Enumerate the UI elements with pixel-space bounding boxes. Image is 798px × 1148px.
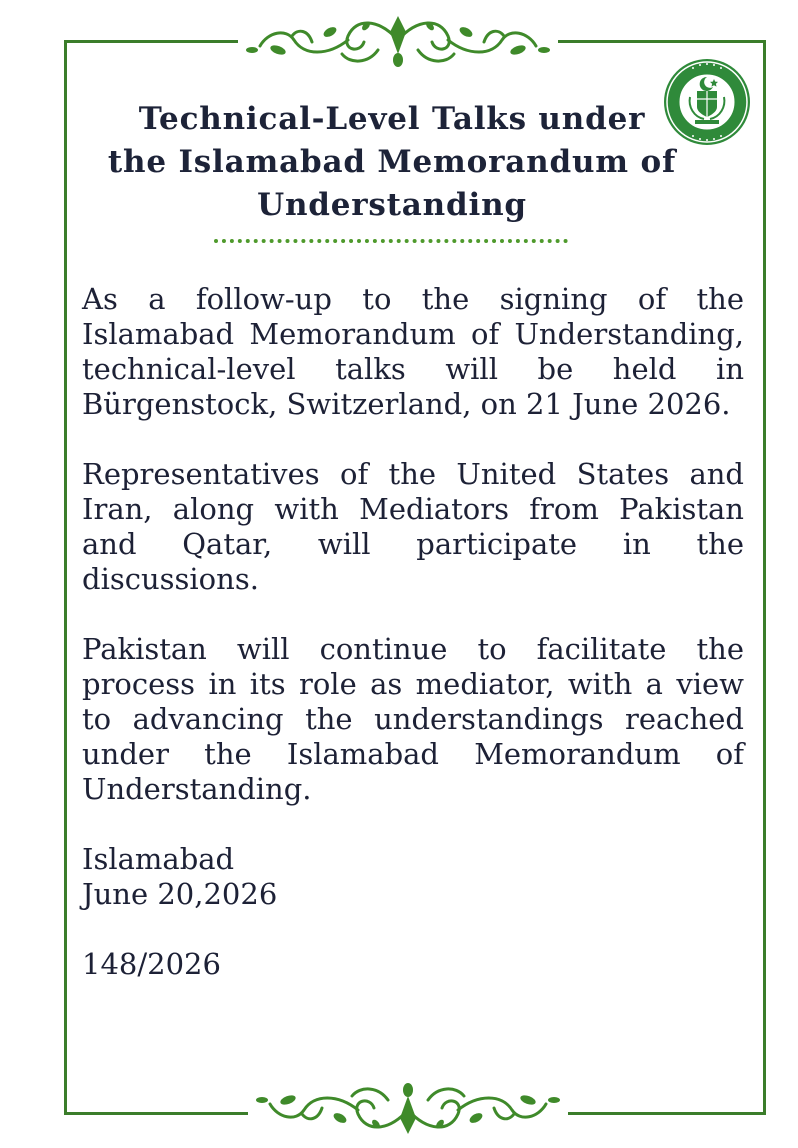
title-line: Technical-Level Talks under — [138, 101, 646, 137]
body-paragraph: Representatives of the United States and Iran, along with Mediators from Pakistan and Qatar, will participate in the discussions. — [82, 457, 744, 596]
body-paragraph: Pakistan will continue to facilitate the process in its role as mediator, with a view to advancing the understandings reached under the Islamabad Memorandum of Understanding. — [82, 632, 744, 806]
flourish-icon — [248, 1080, 568, 1140]
title-line: Understanding — [257, 187, 527, 223]
press-release-body — [82, 282, 744, 982]
top-flourish-ornament — [238, 10, 558, 72]
bottom-flourish-ornament — [248, 1080, 568, 1140]
title-line: the Islamabad Memorandum of — [107, 144, 677, 180]
page-title — [100, 98, 684, 227]
signoff-date: June 20,2026 — [82, 877, 278, 911]
signoff-block — [82, 842, 744, 982]
reference-number: 148/2026 — [82, 947, 221, 981]
signoff-place: Islamabad — [82, 842, 235, 876]
flourish-icon — [238, 10, 558, 72]
body-paragraph: As a follow-up to the signing of the Islamabad Memorandum of Understanding, technical-level talks will be held in Bürgenstock, Switzerland, on 21 June 2026. — [82, 282, 744, 421]
title-divider — [214, 239, 568, 243]
